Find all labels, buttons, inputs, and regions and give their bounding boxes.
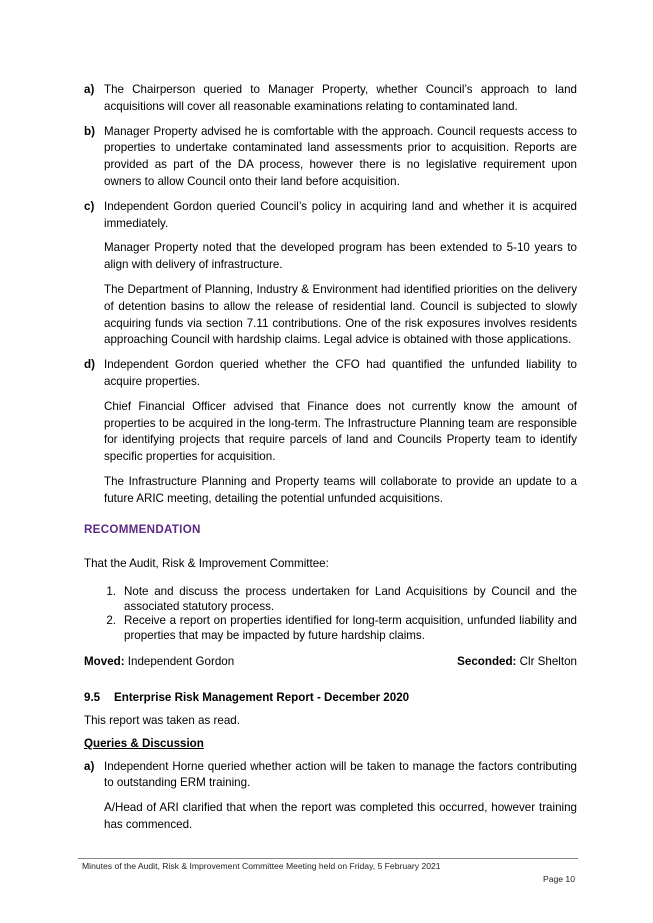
- recommendation-intro: That the Audit, Risk & Improvement Committee:: [84, 557, 329, 571]
- item-label: d): [84, 358, 95, 372]
- section-number: 9.5: [84, 691, 101, 705]
- footer-divider: [78, 858, 578, 859]
- moved-seconded-row: [84, 654, 577, 671]
- seconded-value: Clr Shelton: [516, 654, 577, 668]
- moved-label: Moved:: [84, 654, 125, 668]
- item-paragraph: Chief Financial Officer advised that Finance does not currently know the amount of properties to be acquired in the long-term. The Infrastructure Planning team are responsible for identifying projects that require parcels of land and Councils Property team to identify specific properties for acquisition.: [104, 399, 577, 464]
- moved-value: Independent Gordon: [124, 654, 235, 668]
- item-paragraph: A/Head of ARI clarified that when the report was completed this occurred, however training has commenced.: [104, 801, 577, 832]
- footer-text: Minutes of the Audit, Risk & Improvement Committee Meeting held on Friday, 5 February 2021: [82, 861, 441, 871]
- moved-by: [84, 654, 234, 671]
- item-paragraph: The Infrastructure Planning and Property teams will collaborate to provide an update to a future ARIC meeting, detailing the potential unfunded acquisitions.: [104, 474, 577, 505]
- item-paragraph: Independent Gordon queried whether the CFO had quantified the unfunded liability to acquire properties.: [104, 358, 577, 388]
- section-note: This report was taken as read.: [84, 714, 240, 728]
- seconded-label: Seconded:: [457, 654, 517, 668]
- discussion-item-d: [84, 357, 577, 507]
- recommendation-list-item: [84, 614, 577, 643]
- item-label: a): [84, 759, 95, 773]
- seconded-by: [457, 654, 577, 671]
- list-number: 1.: [106, 585, 116, 599]
- list-number: 2.: [106, 614, 116, 628]
- discussion-item-a: [84, 759, 577, 834]
- page-content: [84, 82, 577, 842]
- recommendation-heading: RECOMMENDATION: [84, 522, 201, 536]
- section-title: Enterprise Risk Management Report - December 2020: [114, 691, 410, 705]
- discussion-item-a: [84, 82, 577, 116]
- item-paragraph: Manager Property advised he is comfortable with the approach. Council requests access to properties to undertake contaminated land assessments prior to acquisition. Reports are provided as part of the DA process, however there is no legislative requirement upon owners to allow Council onto their land before acquisition.: [104, 124, 577, 188]
- item-paragraph: The Chairperson queried to Manager Property, whether Council’s approach to land acquisitions will cover all reasonable examinations relating to contaminated land.: [104, 83, 577, 113]
- list-text: Note and discuss the process undertaken for Land Acquisitions by Council and the associated statutory process.: [124, 585, 577, 613]
- item-paragraph: Manager Property noted that the developed program has been extended to 5-10 years to align with delivery of infrastructure.: [104, 241, 577, 272]
- discussion-item-b: [84, 124, 577, 191]
- item-label: c): [84, 199, 95, 213]
- item-paragraph: Independent Horne queried whether action will be taken to manage the factors contributing to outstanding ERM training.: [104, 759, 577, 790]
- item-label: b): [84, 124, 95, 138]
- recommendation-list-item: [84, 585, 577, 614]
- recommendation-list: [84, 585, 577, 643]
- section-heading: [84, 690, 577, 707]
- item-paragraph: The Department of Planning, Industry & Environment had identified priorities on the delivery of detention basins to allow the release of residential land. Council is subjected to slowly acquiring funds via section 7.11 contributions. One of the risk exposures involves residents approaching Council with hardship claims. Legal advice is obtained with those applications.: [104, 282, 577, 347]
- item-label: a): [84, 83, 95, 96]
- list-text: Receive a report on properties identified for long-term acquisition, unfunded liability and properties that may be impacted by future hardship claims.: [124, 614, 577, 642]
- item-paragraph: Independent Gordon queried Council’s policy in acquiring land and whether it is acquired immediately.: [104, 199, 577, 230]
- page-number: Page 10: [542, 874, 575, 884]
- queries-discussion-heading: Queries & Discussion: [84, 736, 204, 750]
- discussion-item-c: [84, 199, 577, 349]
